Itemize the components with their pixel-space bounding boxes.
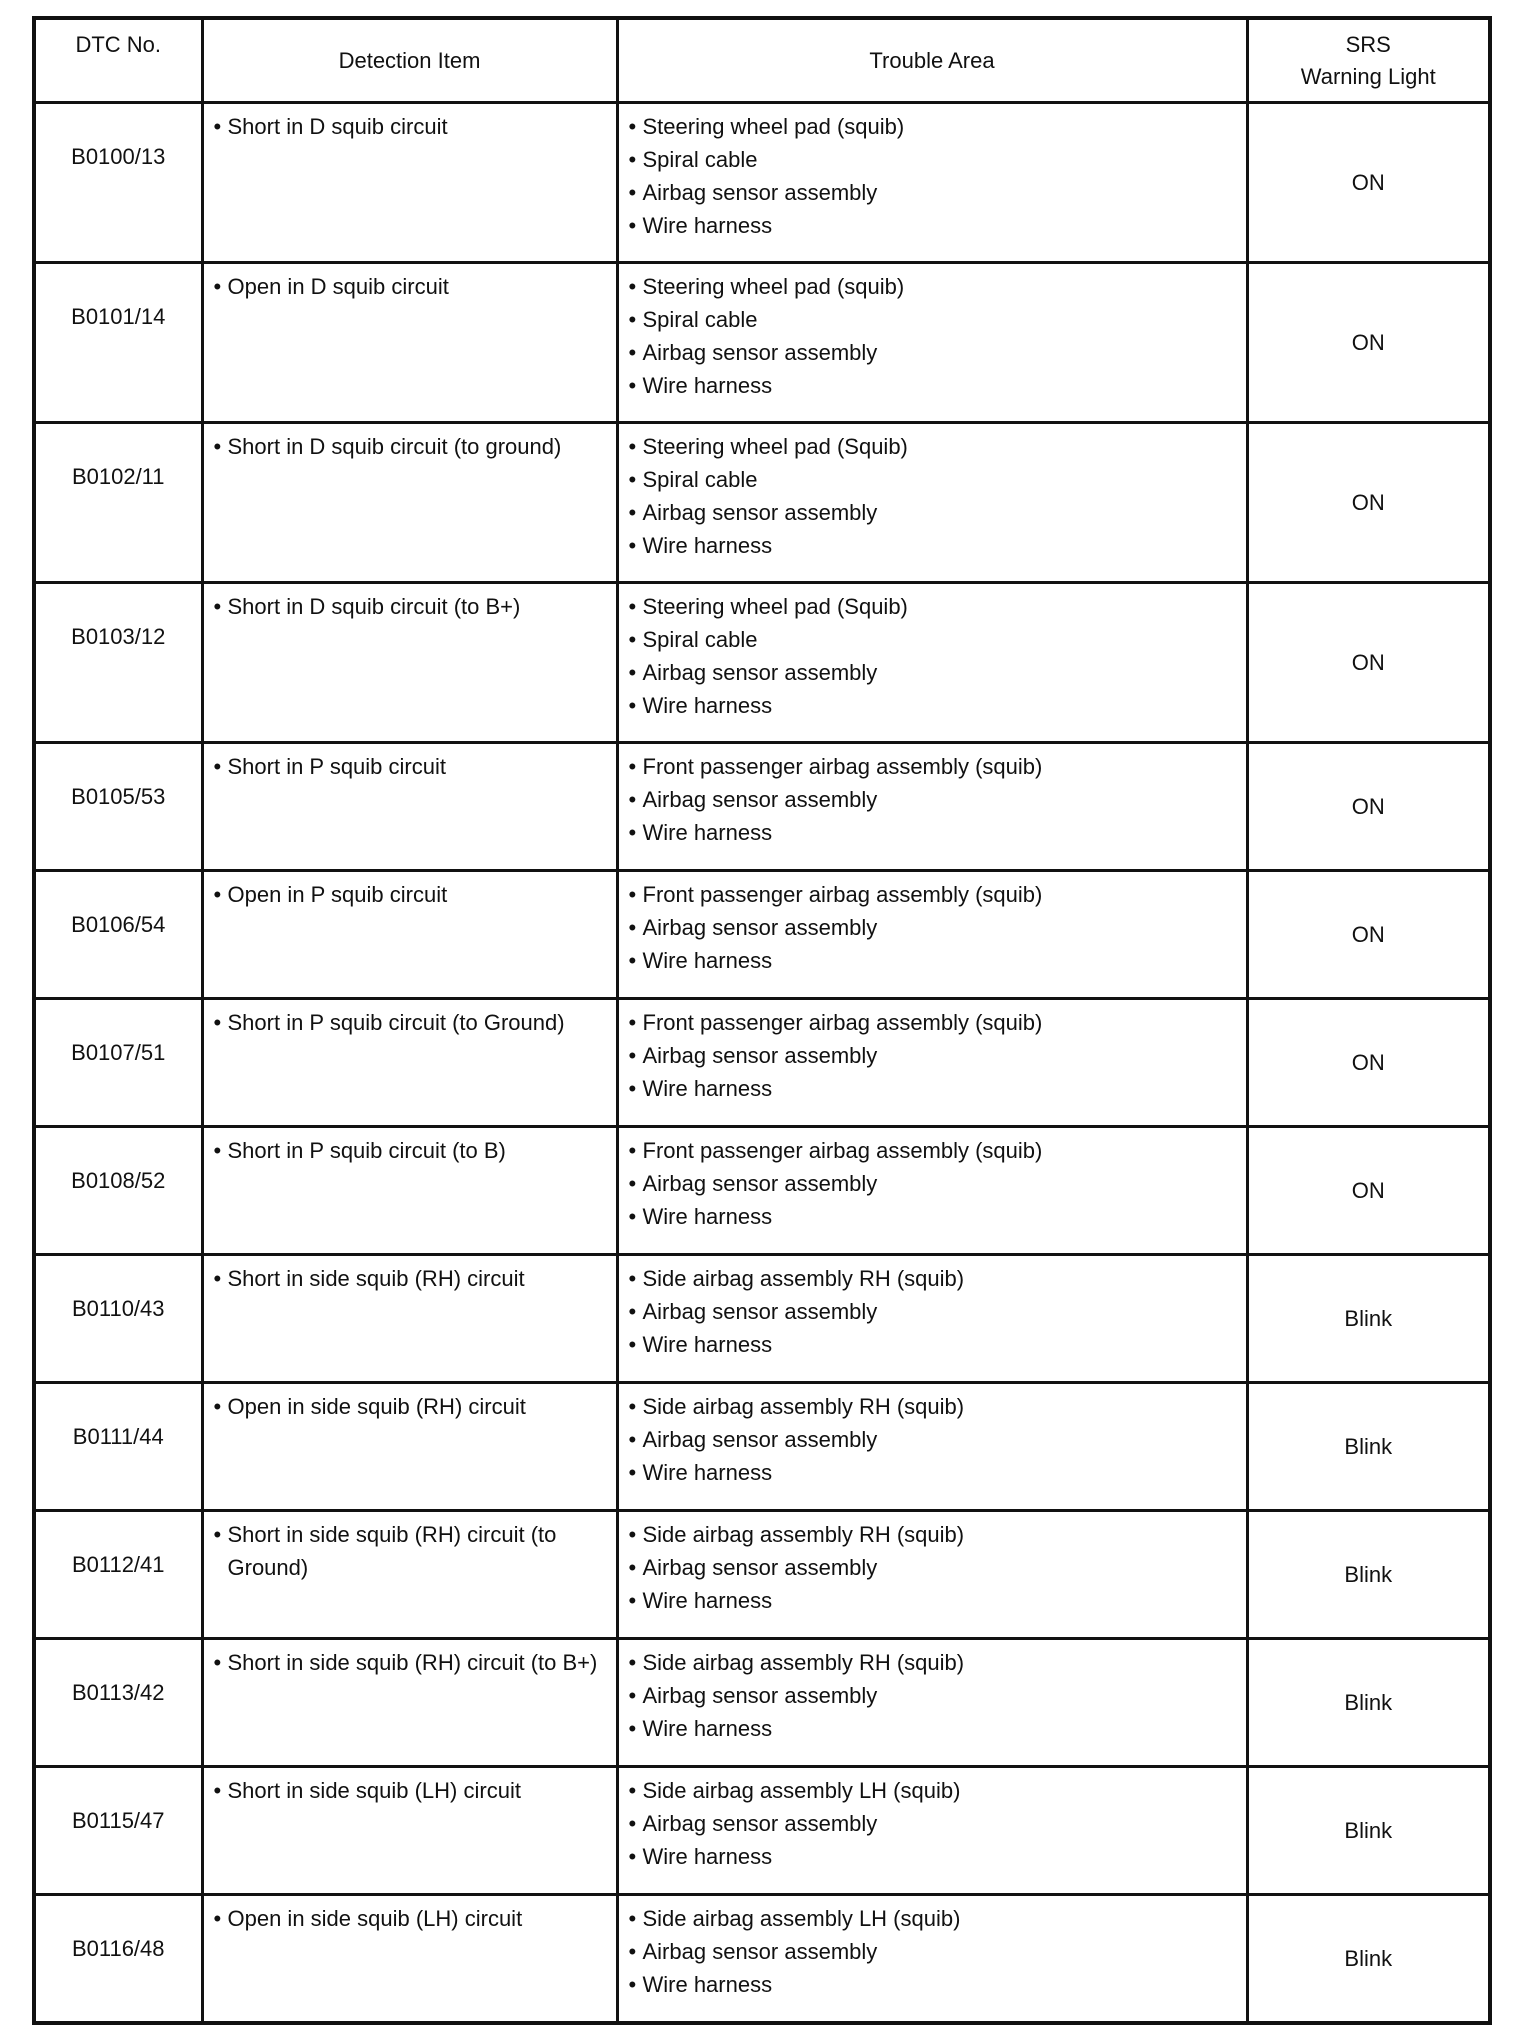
- trouble-area-item: [629, 529, 1238, 562]
- bullet-icon: •: [628, 434, 637, 459]
- trouble-area-item: [629, 1584, 1238, 1617]
- detection-item-cell: [202, 263, 617, 423]
- srs-warning-light-status: ON: [1247, 583, 1490, 743]
- bullet-icon: •: [213, 1010, 222, 1035]
- trouble-area-cell: [617, 1639, 1247, 1767]
- detection-item-text: Short in P squib circuit (to B): [227, 1138, 506, 1163]
- trouble-area-item: [629, 1935, 1238, 1968]
- trouble-area-item: [629, 303, 1238, 336]
- trouble-area-cell: [617, 263, 1247, 423]
- header-row: [34, 18, 1490, 103]
- srs-warning-light-status: ON: [1247, 423, 1490, 583]
- trouble-area-list: [629, 1006, 1238, 1105]
- bullet-icon: •: [628, 307, 637, 332]
- trouble-area-text: Airbag sensor assembly: [642, 1683, 878, 1708]
- bullet-icon: •: [628, 373, 637, 398]
- trouble-area-item: [629, 656, 1238, 689]
- detection-item-text: Short in D squib circuit: [227, 114, 448, 139]
- trouble-area-text: Airbag sensor assembly: [642, 915, 878, 940]
- detection-item-text: Short in P squib circuit: [227, 754, 446, 779]
- dtc-code: B0116/48: [34, 1895, 202, 2024]
- bullet-icon: •: [628, 1844, 637, 1869]
- detection-item-text: Short in side squib (RH) circuit (to Ground): [227, 1522, 557, 1580]
- detection-item-text: Short in side squib (LH) circuit: [227, 1778, 521, 1803]
- bullet-icon: •: [628, 754, 637, 779]
- trouble-area-text: Side airbag assembly RH (squib): [642, 1522, 965, 1547]
- trouble-area-item: [629, 209, 1238, 242]
- table-row: [34, 743, 1490, 871]
- trouble-area-item: [629, 623, 1238, 656]
- trouble-area-text: Side airbag assembly LH (squib): [642, 1906, 961, 1931]
- detection-item-cell: [202, 1255, 617, 1383]
- trouble-area-cell: [617, 1511, 1247, 1639]
- detection-item-cell: [202, 743, 617, 871]
- detection-item-text: Open in side squib (LH) circuit: [227, 1906, 523, 1931]
- trouble-area-cell: [617, 1383, 1247, 1511]
- detection-item-cell: [202, 871, 617, 999]
- bullet-icon: •: [628, 467, 637, 492]
- trouble-area-cell: [617, 103, 1247, 263]
- bullet-icon: •: [628, 1076, 637, 1101]
- bullet-icon: •: [628, 1171, 637, 1196]
- bullet-icon: •: [213, 434, 222, 459]
- table-header: [34, 18, 1490, 103]
- detection-item-cell: [202, 583, 617, 743]
- bullet-icon: •: [628, 533, 637, 558]
- trouble-area-text: Front passenger airbag assembly (squib): [642, 1138, 1043, 1163]
- trouble-area-list: [629, 1518, 1238, 1617]
- detection-item: [214, 750, 608, 783]
- trouble-area-text: Wire harness: [642, 1972, 773, 1997]
- bullet-icon: •: [213, 1778, 222, 1803]
- detection-item-cell: [202, 1383, 617, 1511]
- bullet-icon: •: [628, 1716, 637, 1741]
- trouble-area-text: Airbag sensor assembly: [642, 1171, 878, 1196]
- header-srs-line1: SRS: [1345, 31, 1391, 57]
- trouble-area-item: [629, 944, 1238, 977]
- trouble-area-text: Wire harness: [642, 533, 773, 558]
- table-row: [34, 1639, 1490, 1767]
- trouble-area-text: Steering wheel pad (squib): [642, 114, 905, 139]
- trouble-area-item: [629, 1134, 1238, 1167]
- detection-item-cell: [202, 1639, 617, 1767]
- table-row: [34, 999, 1490, 1127]
- trouble-area-item: [629, 1167, 1238, 1200]
- bullet-icon: •: [628, 147, 637, 172]
- srs-warning-light-status: Blink: [1247, 1895, 1490, 2024]
- bullet-icon: •: [628, 1650, 637, 1675]
- dtc-code: B0102/11: [34, 423, 202, 583]
- srs-warning-light-status: ON: [1247, 743, 1490, 871]
- trouble-area-item: [629, 816, 1238, 849]
- bullet-icon: •: [213, 1266, 222, 1291]
- detection-item-text: Open in D squib circuit: [227, 274, 449, 299]
- detection-item-cell: [202, 1895, 617, 2024]
- trouble-area-text: Spiral cable: [642, 307, 758, 332]
- dtc-code: B0113/42: [34, 1639, 202, 1767]
- trouble-area-text: Wire harness: [642, 373, 773, 398]
- trouble-area-cell: [617, 1767, 1247, 1895]
- bullet-icon: •: [628, 114, 637, 139]
- trouble-area-list: [629, 1262, 1238, 1361]
- dtc-code: B0106/54: [34, 871, 202, 999]
- detection-item-text: Short in D squib circuit (to B+): [227, 594, 521, 619]
- trouble-area-list: [629, 878, 1238, 977]
- trouble-area-item: [629, 110, 1238, 143]
- trouble-area-text: Airbag sensor assembly: [642, 340, 878, 365]
- trouble-area-item: [629, 1039, 1238, 1072]
- trouble-area-text: Wire harness: [642, 1076, 773, 1101]
- header-srs-warning-light: [1247, 18, 1490, 103]
- trouble-area-item: [629, 1423, 1238, 1456]
- bullet-icon: •: [213, 1522, 222, 1547]
- trouble-area-item: [629, 1646, 1238, 1679]
- trouble-area-cell: [617, 1255, 1247, 1383]
- detection-item: [214, 1006, 608, 1039]
- trouble-area-text: Wire harness: [642, 820, 773, 845]
- table-row: [34, 423, 1490, 583]
- detection-item-text: Open in side squib (RH) circuit: [227, 1394, 526, 1419]
- trouble-area-text: Airbag sensor assembly: [642, 1043, 878, 1068]
- trouble-area-text: Front passenger airbag assembly (squib): [642, 882, 1043, 907]
- bullet-icon: •: [213, 882, 222, 907]
- detection-item: [214, 110, 608, 143]
- trouble-area-text: Spiral cable: [642, 627, 758, 652]
- bullet-icon: •: [628, 1299, 637, 1324]
- dtc-code: B0101/14: [34, 263, 202, 423]
- trouble-area-text: Airbag sensor assembly: [642, 1555, 878, 1580]
- trouble-area-cell: [617, 743, 1247, 871]
- trouble-area-text: Airbag sensor assembly: [642, 500, 878, 525]
- bullet-icon: •: [628, 820, 637, 845]
- trouble-area-cell: [617, 1895, 1247, 2024]
- trouble-area-text: Wire harness: [642, 1588, 773, 1613]
- trouble-area-item: [629, 783, 1238, 816]
- trouble-area-text: Airbag sensor assembly: [642, 180, 878, 205]
- trouble-area-text: Spiral cable: [642, 467, 758, 492]
- trouble-area-item: [629, 1328, 1238, 1361]
- trouble-area-text: Wire harness: [642, 948, 773, 973]
- trouble-area-text: Spiral cable: [642, 147, 758, 172]
- trouble-area-text: Steering wheel pad (Squib): [642, 434, 908, 459]
- bullet-icon: •: [628, 1332, 637, 1357]
- trouble-area-item: [629, 143, 1238, 176]
- trouble-area-item: [629, 1902, 1238, 1935]
- bullet-icon: •: [628, 1427, 637, 1452]
- trouble-area-item: [629, 1518, 1238, 1551]
- bullet-icon: •: [628, 1906, 637, 1931]
- trouble-area-list: [629, 590, 1238, 722]
- dtc-code: B0110/43: [34, 1255, 202, 1383]
- bullet-icon: •: [628, 1683, 637, 1708]
- dtc-code: B0112/41: [34, 1511, 202, 1639]
- dtc-code: B0105/53: [34, 743, 202, 871]
- header-trouble-area: Trouble Area: [617, 18, 1247, 103]
- header-detection-item: Detection Item: [202, 18, 617, 103]
- bullet-icon: •: [628, 693, 637, 718]
- trouble-area-text: Airbag sensor assembly: [642, 1427, 878, 1452]
- srs-warning-light-status: ON: [1247, 871, 1490, 999]
- trouble-area-item: [629, 1840, 1238, 1873]
- bullet-icon: •: [628, 882, 637, 907]
- bullet-icon: •: [213, 1650, 222, 1675]
- trouble-area-text: Airbag sensor assembly: [642, 1299, 878, 1324]
- trouble-area-list: [629, 1646, 1238, 1745]
- bullet-icon: •: [628, 787, 637, 812]
- table-row: [34, 1255, 1490, 1383]
- detection-item-text: Short in D squib circuit (to ground): [227, 434, 562, 459]
- bullet-icon: •: [628, 340, 637, 365]
- table-row: [34, 103, 1490, 263]
- trouble-area-item: [629, 1807, 1238, 1840]
- trouble-area-item: [629, 911, 1238, 944]
- trouble-area-list: [629, 750, 1238, 849]
- bullet-icon: •: [628, 1010, 637, 1035]
- bullet-icon: •: [628, 1555, 637, 1580]
- trouble-area-cell: [617, 1127, 1247, 1255]
- detection-item-cell: [202, 999, 617, 1127]
- srs-warning-light-status: ON: [1247, 999, 1490, 1127]
- srs-warning-light-status: Blink: [1247, 1383, 1490, 1511]
- dtc-table: [32, 16, 1492, 2025]
- trouble-area-list: [629, 1134, 1238, 1233]
- trouble-area-text: Wire harness: [642, 693, 773, 718]
- detection-item: [214, 878, 608, 911]
- trouble-area-list: [629, 1902, 1238, 2001]
- trouble-area-item: [629, 1295, 1238, 1328]
- trouble-area-text: Wire harness: [642, 1204, 773, 1229]
- trouble-area-text: Side airbag assembly RH (squib): [642, 1266, 965, 1291]
- detection-item: [214, 1262, 608, 1295]
- bullet-icon: •: [628, 1043, 637, 1068]
- detection-item: [214, 1390, 608, 1423]
- bullet-icon: •: [628, 1522, 637, 1547]
- detection-item-text: Short in side squib (RH) circuit (to B+): [227, 1650, 598, 1675]
- trouble-area-item: [629, 369, 1238, 402]
- bullet-icon: •: [213, 754, 222, 779]
- trouble-area-item: [629, 1262, 1238, 1295]
- trouble-area-item: [629, 1072, 1238, 1105]
- trouble-area-item: [629, 336, 1238, 369]
- trouble-area-list: [629, 1774, 1238, 1873]
- trouble-area-text: Wire harness: [642, 1460, 773, 1485]
- header-dtc-no: DTC No.: [34, 18, 202, 103]
- trouble-area-text: Airbag sensor assembly: [642, 660, 878, 685]
- bullet-icon: •: [213, 114, 222, 139]
- trouble-area-item: [629, 750, 1238, 783]
- detection-item: [214, 1774, 608, 1807]
- dtc-code: B0100/13: [34, 103, 202, 263]
- trouble-area-text: Wire harness: [642, 1332, 773, 1357]
- trouble-area-text: Airbag sensor assembly: [642, 1939, 878, 1964]
- bullet-icon: •: [213, 274, 222, 299]
- bullet-icon: •: [628, 627, 637, 652]
- trouble-area-text: Steering wheel pad (Squib): [642, 594, 908, 619]
- srs-warning-light-status: Blink: [1247, 1767, 1490, 1895]
- dtc-code: B0111/44: [34, 1383, 202, 1511]
- bullet-icon: •: [628, 1972, 637, 1997]
- trouble-area-cell: [617, 423, 1247, 583]
- trouble-area-item: [629, 270, 1238, 303]
- bullet-icon: •: [628, 180, 637, 205]
- table-row: [34, 871, 1490, 999]
- trouble-area-item: [629, 1456, 1238, 1489]
- trouble-area-list: [629, 430, 1238, 562]
- srs-warning-light-status: ON: [1247, 103, 1490, 263]
- trouble-area-item: [629, 1390, 1238, 1423]
- bullet-icon: •: [213, 1394, 222, 1419]
- bullet-icon: •: [628, 915, 637, 940]
- detection-item-text: Short in P squib circuit (to Ground): [227, 1010, 565, 1035]
- trouble-area-item: [629, 1551, 1238, 1584]
- srs-warning-light-status: Blink: [1247, 1639, 1490, 1767]
- trouble-area-item: [629, 496, 1238, 529]
- trouble-area-item: [629, 1200, 1238, 1233]
- bullet-icon: •: [213, 1138, 222, 1163]
- bullet-icon: •: [628, 500, 637, 525]
- trouble-area-item: [629, 463, 1238, 496]
- trouble-area-text: Side airbag assembly RH (squib): [642, 1650, 965, 1675]
- bullet-icon: •: [628, 1460, 637, 1485]
- trouble-area-list: [629, 270, 1238, 402]
- trouble-area-item: [629, 1712, 1238, 1745]
- bullet-icon: •: [628, 660, 637, 685]
- table-body: [34, 103, 1490, 2024]
- bullet-icon: •: [628, 1138, 637, 1163]
- dtc-code: B0108/52: [34, 1127, 202, 1255]
- detection-item: [214, 1518, 608, 1584]
- trouble-area-item: [629, 1679, 1238, 1712]
- srs-warning-light-status: ON: [1247, 1127, 1490, 1255]
- bullet-icon: •: [213, 594, 222, 619]
- trouble-area-item: [629, 176, 1238, 209]
- bullet-icon: •: [628, 594, 637, 619]
- header-srs-line2: Warning Light: [1300, 63, 1436, 89]
- bullet-icon: •: [628, 1266, 637, 1291]
- trouble-area-cell: [617, 871, 1247, 999]
- table-row: [34, 1895, 1490, 2024]
- srs-warning-light-status: ON: [1247, 263, 1490, 423]
- bullet-icon: •: [628, 1778, 637, 1803]
- bullet-icon: •: [628, 1394, 637, 1419]
- detection-item-cell: [202, 1511, 617, 1639]
- trouble-area-item: [629, 878, 1238, 911]
- bullet-icon: •: [628, 1939, 637, 1964]
- trouble-area-cell: [617, 583, 1247, 743]
- detection-item-cell: [202, 1767, 617, 1895]
- trouble-area-list: [629, 1390, 1238, 1489]
- detection-item: [214, 430, 608, 463]
- table-row: [34, 1767, 1490, 1895]
- trouble-area-text: Front passenger airbag assembly (squib): [642, 754, 1043, 779]
- detection-item: [214, 1902, 608, 1935]
- bullet-icon: •: [628, 213, 637, 238]
- srs-warning-light-status: Blink: [1247, 1255, 1490, 1383]
- dtc-code: B0115/47: [34, 1767, 202, 1895]
- trouble-area-text: Front passenger airbag assembly (squib): [642, 1010, 1043, 1035]
- trouble-area-cell: [617, 999, 1247, 1127]
- table-row: [34, 1383, 1490, 1511]
- detection-item: [214, 1134, 608, 1167]
- table-row: [34, 1511, 1490, 1639]
- trouble-area-item: [629, 590, 1238, 623]
- trouble-area-text: Wire harness: [642, 1716, 773, 1741]
- detection-item: [214, 270, 608, 303]
- detection-item: [214, 1646, 608, 1679]
- trouble-area-item: [629, 689, 1238, 722]
- bullet-icon: •: [213, 1906, 222, 1931]
- detection-item-cell: [202, 103, 617, 263]
- detection-item-text: Short in side squib (RH) circuit: [227, 1266, 525, 1291]
- bullet-icon: •: [628, 1588, 637, 1613]
- trouble-area-text: Airbag sensor assembly: [642, 787, 878, 812]
- bullet-icon: •: [628, 274, 637, 299]
- detection-item-cell: [202, 1127, 617, 1255]
- trouble-area-text: Steering wheel pad (squib): [642, 274, 905, 299]
- bullet-icon: •: [628, 948, 637, 973]
- trouble-area-item: [629, 1774, 1238, 1807]
- trouble-area-item: [629, 1006, 1238, 1039]
- trouble-area-list: [629, 110, 1238, 242]
- trouble-area-item: [629, 430, 1238, 463]
- table-row: [34, 1127, 1490, 1255]
- srs-warning-light-status: Blink: [1247, 1511, 1490, 1639]
- dtc-code: B0107/51: [34, 999, 202, 1127]
- trouble-area-text: Side airbag assembly LH (squib): [642, 1778, 961, 1803]
- trouble-area-text: Side airbag assembly RH (squib): [642, 1394, 965, 1419]
- detection-item-text: Open in P squib circuit: [227, 882, 448, 907]
- dtc-code: B0103/12: [34, 583, 202, 743]
- detection-item: [214, 590, 608, 623]
- trouble-area-text: Airbag sensor assembly: [642, 1811, 878, 1836]
- trouble-area-text: Wire harness: [642, 213, 773, 238]
- table-row: [34, 583, 1490, 743]
- bullet-icon: •: [628, 1204, 637, 1229]
- trouble-area-item: [629, 1968, 1238, 2001]
- detection-item-cell: [202, 423, 617, 583]
- trouble-area-text: Wire harness: [642, 1844, 773, 1869]
- table-row: [34, 263, 1490, 423]
- bullet-icon: •: [628, 1811, 637, 1836]
